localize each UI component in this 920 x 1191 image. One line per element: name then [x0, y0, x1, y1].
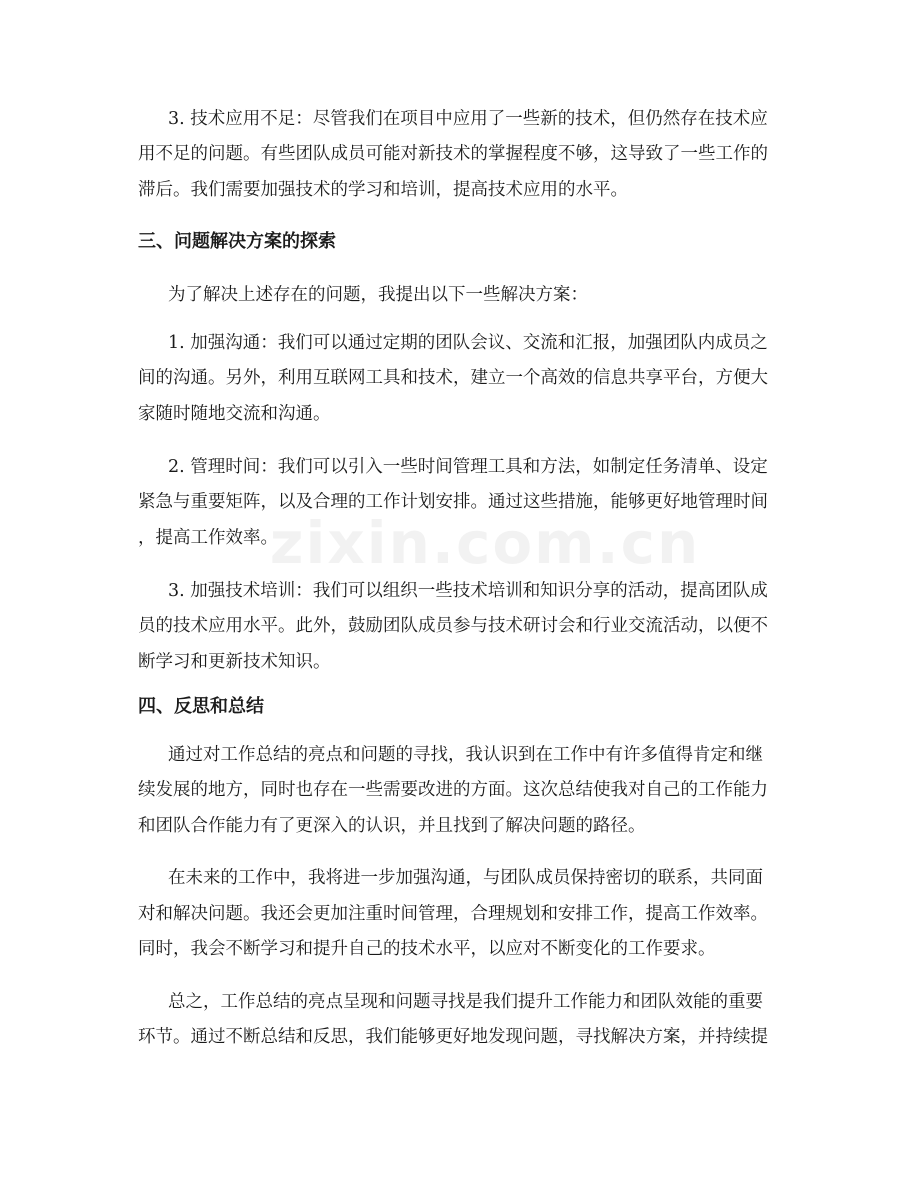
paragraph-line: 对和解决问题。我还会更加注重时间管理，合理规划和安排工作，提高工作效率。: [138, 904, 768, 924]
paragraph-line: 在未来的工作中，我将进一步加强沟通，与团队成员保持密切的联系，共同面: [168, 868, 763, 888]
paragraph-line: 3. 技术应用不足：尽管我们在项目中应用了一些新的技术，但仍然存在技术应: [168, 109, 768, 129]
paragraph-line: 员的技术应用水平。此外，鼓励团队成员参与技术研讨会和行业交流活动，以便不: [138, 616, 768, 636]
paragraph-line: 断学习和更新技术知识。: [138, 652, 331, 672]
paragraph-line: 和团队合作能力有了更深入的认识，并且找到了解决问题的路径。: [138, 816, 646, 836]
paragraph-line: 3. 加强技术培训：我们可以组织一些技术培训和知识分享的活动，提高团队成: [168, 581, 768, 601]
paragraph-line: 用不足的问题。有些团队成员可能对新技术的掌握程度不够，这导致了一些工作的: [138, 144, 768, 164]
paragraph-line: 为了解决上述存在的问题，我提出以下一些解决方案：: [168, 285, 588, 305]
paragraph-line: 家随时随地交流和沟通。: [138, 404, 331, 424]
section-heading: 四、反思和总结: [138, 696, 264, 717]
paragraph-line: 1. 加强沟通：我们可以通过定期的团队会议、交流和汇报，加强团队内成员之: [168, 333, 768, 353]
paragraph-line: ，提高工作效率。: [138, 528, 278, 548]
paragraph-line: 同时，我会不断学习和提升自己的技术水平，以应对不断变化的工作要求。: [138, 939, 716, 959]
paragraph-line: 2. 管理时间：我们可以引入一些时间管理工具和方法，如制定任务清单、设定: [168, 457, 768, 477]
paragraph-line: 续发展的地方，同时也存在一些需要改进的方面。这次总结使我对自己的工作能力: [138, 780, 768, 800]
watermark-text: zixin.com.cn: [269, 509, 701, 577]
paragraph-line: 通过对工作总结的亮点和问题的寻找，我认识到在工作中有许多值得肯定和继: [168, 745, 763, 765]
paragraph-line: 总之，工作总结的亮点呈现和问题寻找是我们提升工作能力和团队效能的重要: [168, 992, 763, 1012]
paragraph-line: 环节。通过不断总结和反思，我们能够更好地发现问题，寻找解决方案，并持续提: [138, 1027, 768, 1047]
paragraph-line: 间的沟通。另外，利用互联网工具和技术，建立一个高效的信息共享平台，方便大: [138, 368, 768, 388]
paragraph-line: 紧急与重要矩阵，以及合理的工作计划安排。通过这些措施，能够更好地管理时间: [138, 492, 768, 512]
paragraph-line: 滞后。我们需要加强技术的学习和培训，提高技术应用的水平。: [138, 180, 628, 200]
section-heading: 三、问题解决方案的探索: [138, 231, 336, 252]
